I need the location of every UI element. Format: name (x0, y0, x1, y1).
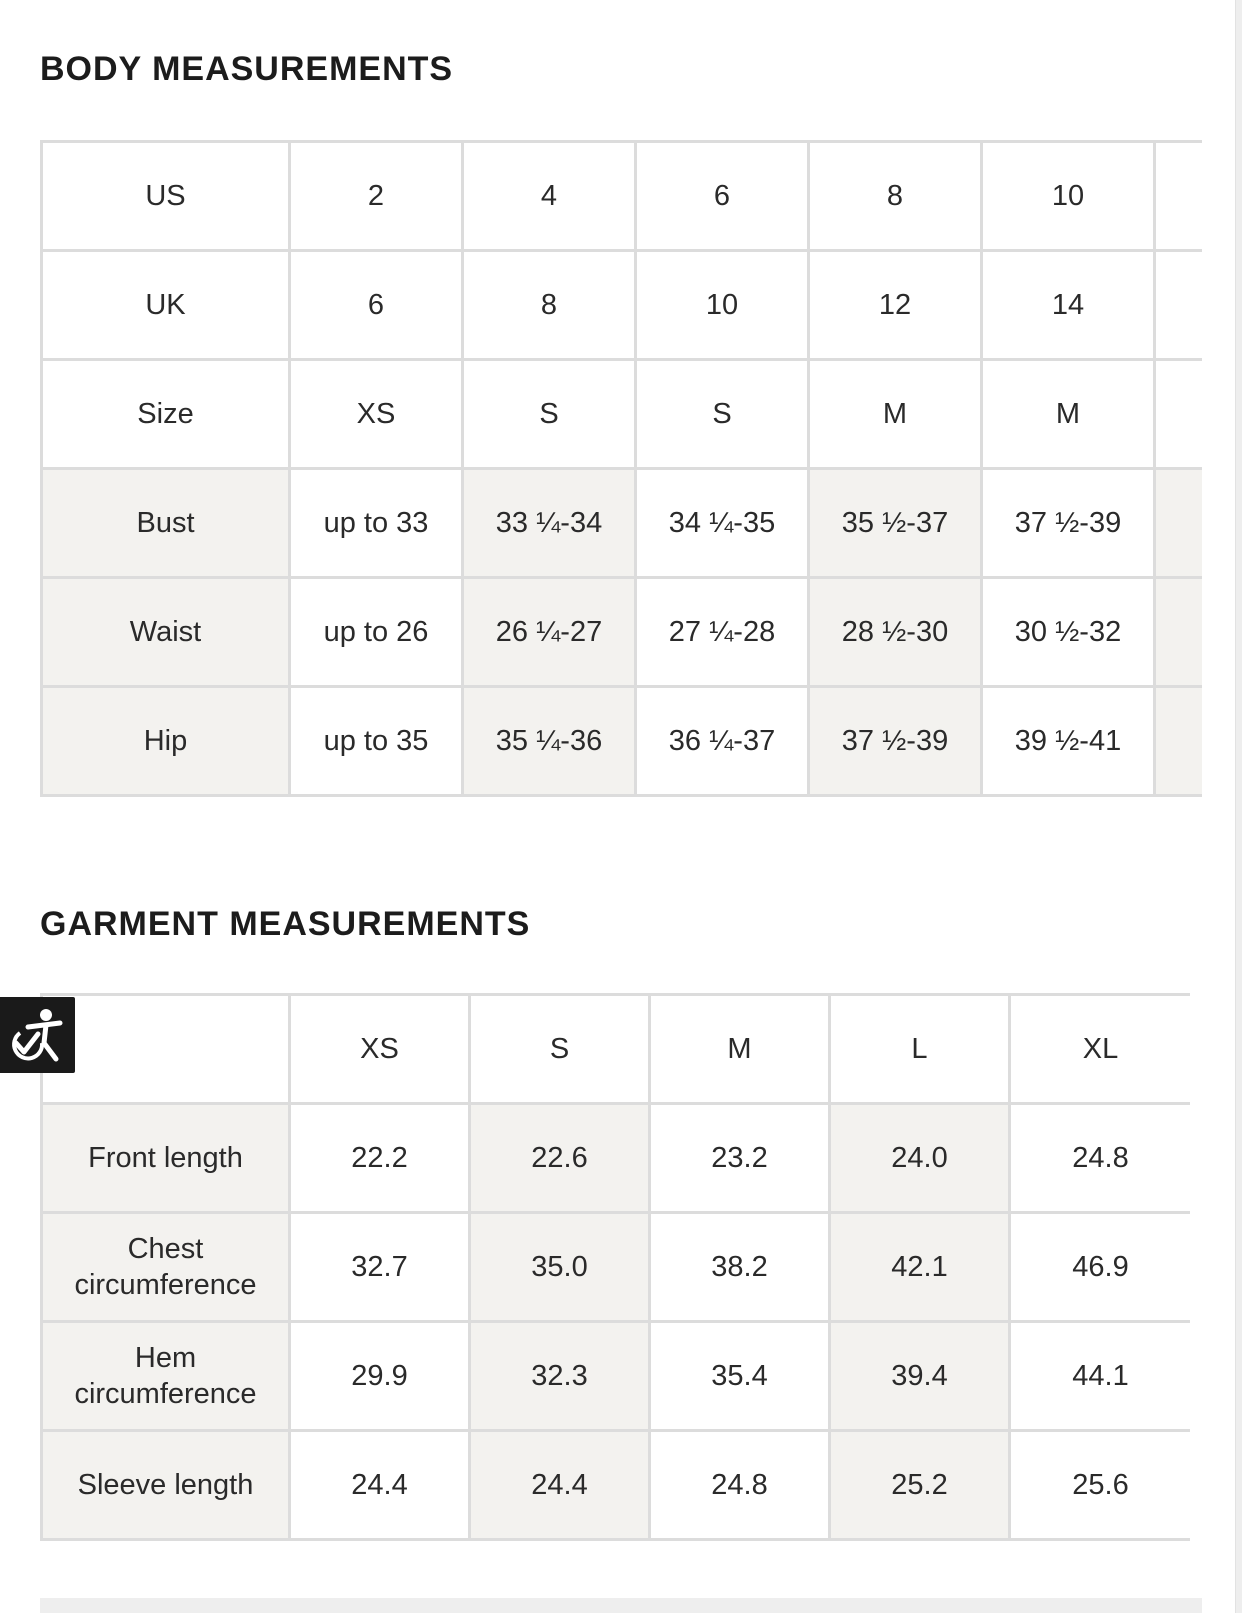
row-label-hem: Hem circumference (42, 1322, 290, 1431)
table-cell: 12 (809, 251, 982, 360)
table-cell: M (809, 360, 982, 469)
table-cell: 30 ½-32 (982, 578, 1155, 687)
table-cell-overflow (1155, 360, 1203, 469)
table-cell: 6 (636, 142, 809, 251)
accessibility-button[interactable] (0, 997, 75, 1073)
table-cell: 44.1 (1010, 1322, 1191, 1431)
row-label-sleeve-length: Sleeve length (42, 1431, 290, 1540)
table-cell: 39.4 (830, 1322, 1010, 1431)
column-header: L (830, 995, 1010, 1104)
right-scroll-edge (1235, 0, 1242, 1613)
row-label-us: US (42, 142, 290, 251)
table-cell: 35.4 (650, 1322, 830, 1431)
table-header-row (42, 995, 1191, 1104)
table-cell-overflow (1155, 469, 1203, 578)
row-label-waist: Waist (42, 578, 290, 687)
table-cell: 4 (463, 142, 636, 251)
table-row-waist (42, 578, 1203, 687)
table-corner-cell (42, 995, 290, 1104)
table-cell: 8 (809, 142, 982, 251)
table-cell: 23.2 (650, 1104, 830, 1213)
table-cell: 14 (982, 251, 1155, 360)
table-cell: 24.0 (830, 1104, 1010, 1213)
table-row-hip (42, 687, 1203, 796)
row-label-hip: Hip (42, 687, 290, 796)
next-section-edge (40, 1598, 1202, 1613)
table-cell-overflow (1155, 578, 1203, 687)
table-cell-overflow (1155, 687, 1203, 796)
table-row-hem (42, 1322, 1191, 1431)
table-cell: 6 (290, 251, 463, 360)
garment-measurements-title: GARMENT MEASUREMENTS (40, 905, 531, 943)
table-cell: up to 35 (290, 687, 463, 796)
table-row-size (42, 360, 1203, 469)
accessibility-icon (6, 1003, 70, 1067)
table-cell: M (982, 360, 1155, 469)
table-row-front-length (42, 1104, 1191, 1213)
table-cell: 35.0 (470, 1213, 650, 1322)
table-cell: 22.2 (290, 1104, 470, 1213)
garment-measurements-table (40, 993, 1190, 1541)
table-cell: 35 ¼-36 (463, 687, 636, 796)
table-cell: 25.6 (1010, 1431, 1191, 1540)
garment-table-viewport[interactable] (40, 993, 1190, 1559)
body-measurements-table (40, 140, 1202, 797)
table-cell: 24.8 (650, 1431, 830, 1540)
table-row-chest (42, 1213, 1191, 1322)
table-cell-overflow (1155, 142, 1203, 251)
table-cell: 33 ¼-34 (463, 469, 636, 578)
table-cell: 24.8 (1010, 1104, 1191, 1213)
table-cell: 10 (982, 142, 1155, 251)
table-cell: 36 ¼-37 (636, 687, 809, 796)
row-label-front-length: Front length (42, 1104, 290, 1213)
table-cell: up to 26 (290, 578, 463, 687)
table-cell: S (636, 360, 809, 469)
table-row-bust (42, 469, 1203, 578)
table-row-us (42, 142, 1203, 251)
column-header: XS (290, 995, 470, 1104)
table-cell: 27 ¼-28 (636, 578, 809, 687)
table-cell: 29.9 (290, 1322, 470, 1431)
table-cell: 10 (636, 251, 809, 360)
row-label-uk: UK (42, 251, 290, 360)
table-cell: 34 ¼-35 (636, 469, 809, 578)
table-cell: 32.3 (470, 1322, 650, 1431)
table-cell: 39 ½-41 (982, 687, 1155, 796)
table-cell: 37 ½-39 (809, 687, 982, 796)
table-cell: 37 ½-39 (982, 469, 1155, 578)
table-cell: 42.1 (830, 1213, 1010, 1322)
table-cell: 8 (463, 251, 636, 360)
body-measurements-title: BODY MEASUREMENTS (40, 50, 454, 88)
table-row-sleeve-length (42, 1431, 1191, 1540)
table-cell: 32.7 (290, 1213, 470, 1322)
table-cell: up to 33 (290, 469, 463, 578)
column-header: S (470, 995, 650, 1104)
table-cell-overflow (1155, 251, 1203, 360)
row-label-bust: Bust (42, 469, 290, 578)
table-cell: 24.4 (290, 1431, 470, 1540)
table-cell: 35 ½-37 (809, 469, 982, 578)
column-header: M (650, 995, 830, 1104)
table-cell: 24.4 (470, 1431, 650, 1540)
table-cell: S (463, 360, 636, 469)
row-label-size: Size (42, 360, 290, 469)
table-cell: 22.6 (470, 1104, 650, 1213)
table-cell: 26 ¼-27 (463, 578, 636, 687)
table-cell: 2 (290, 142, 463, 251)
table-cell: XS (290, 360, 463, 469)
row-label-chest: Chest circumference (42, 1213, 290, 1322)
column-header: XL (1010, 995, 1191, 1104)
table-cell: 38.2 (650, 1213, 830, 1322)
table-cell: 28 ½-30 (809, 578, 982, 687)
table-cell: 25.2 (830, 1431, 1010, 1540)
table-row-uk (42, 251, 1203, 360)
table-cell: 46.9 (1010, 1213, 1191, 1322)
body-table-viewport[interactable] (40, 140, 1202, 814)
